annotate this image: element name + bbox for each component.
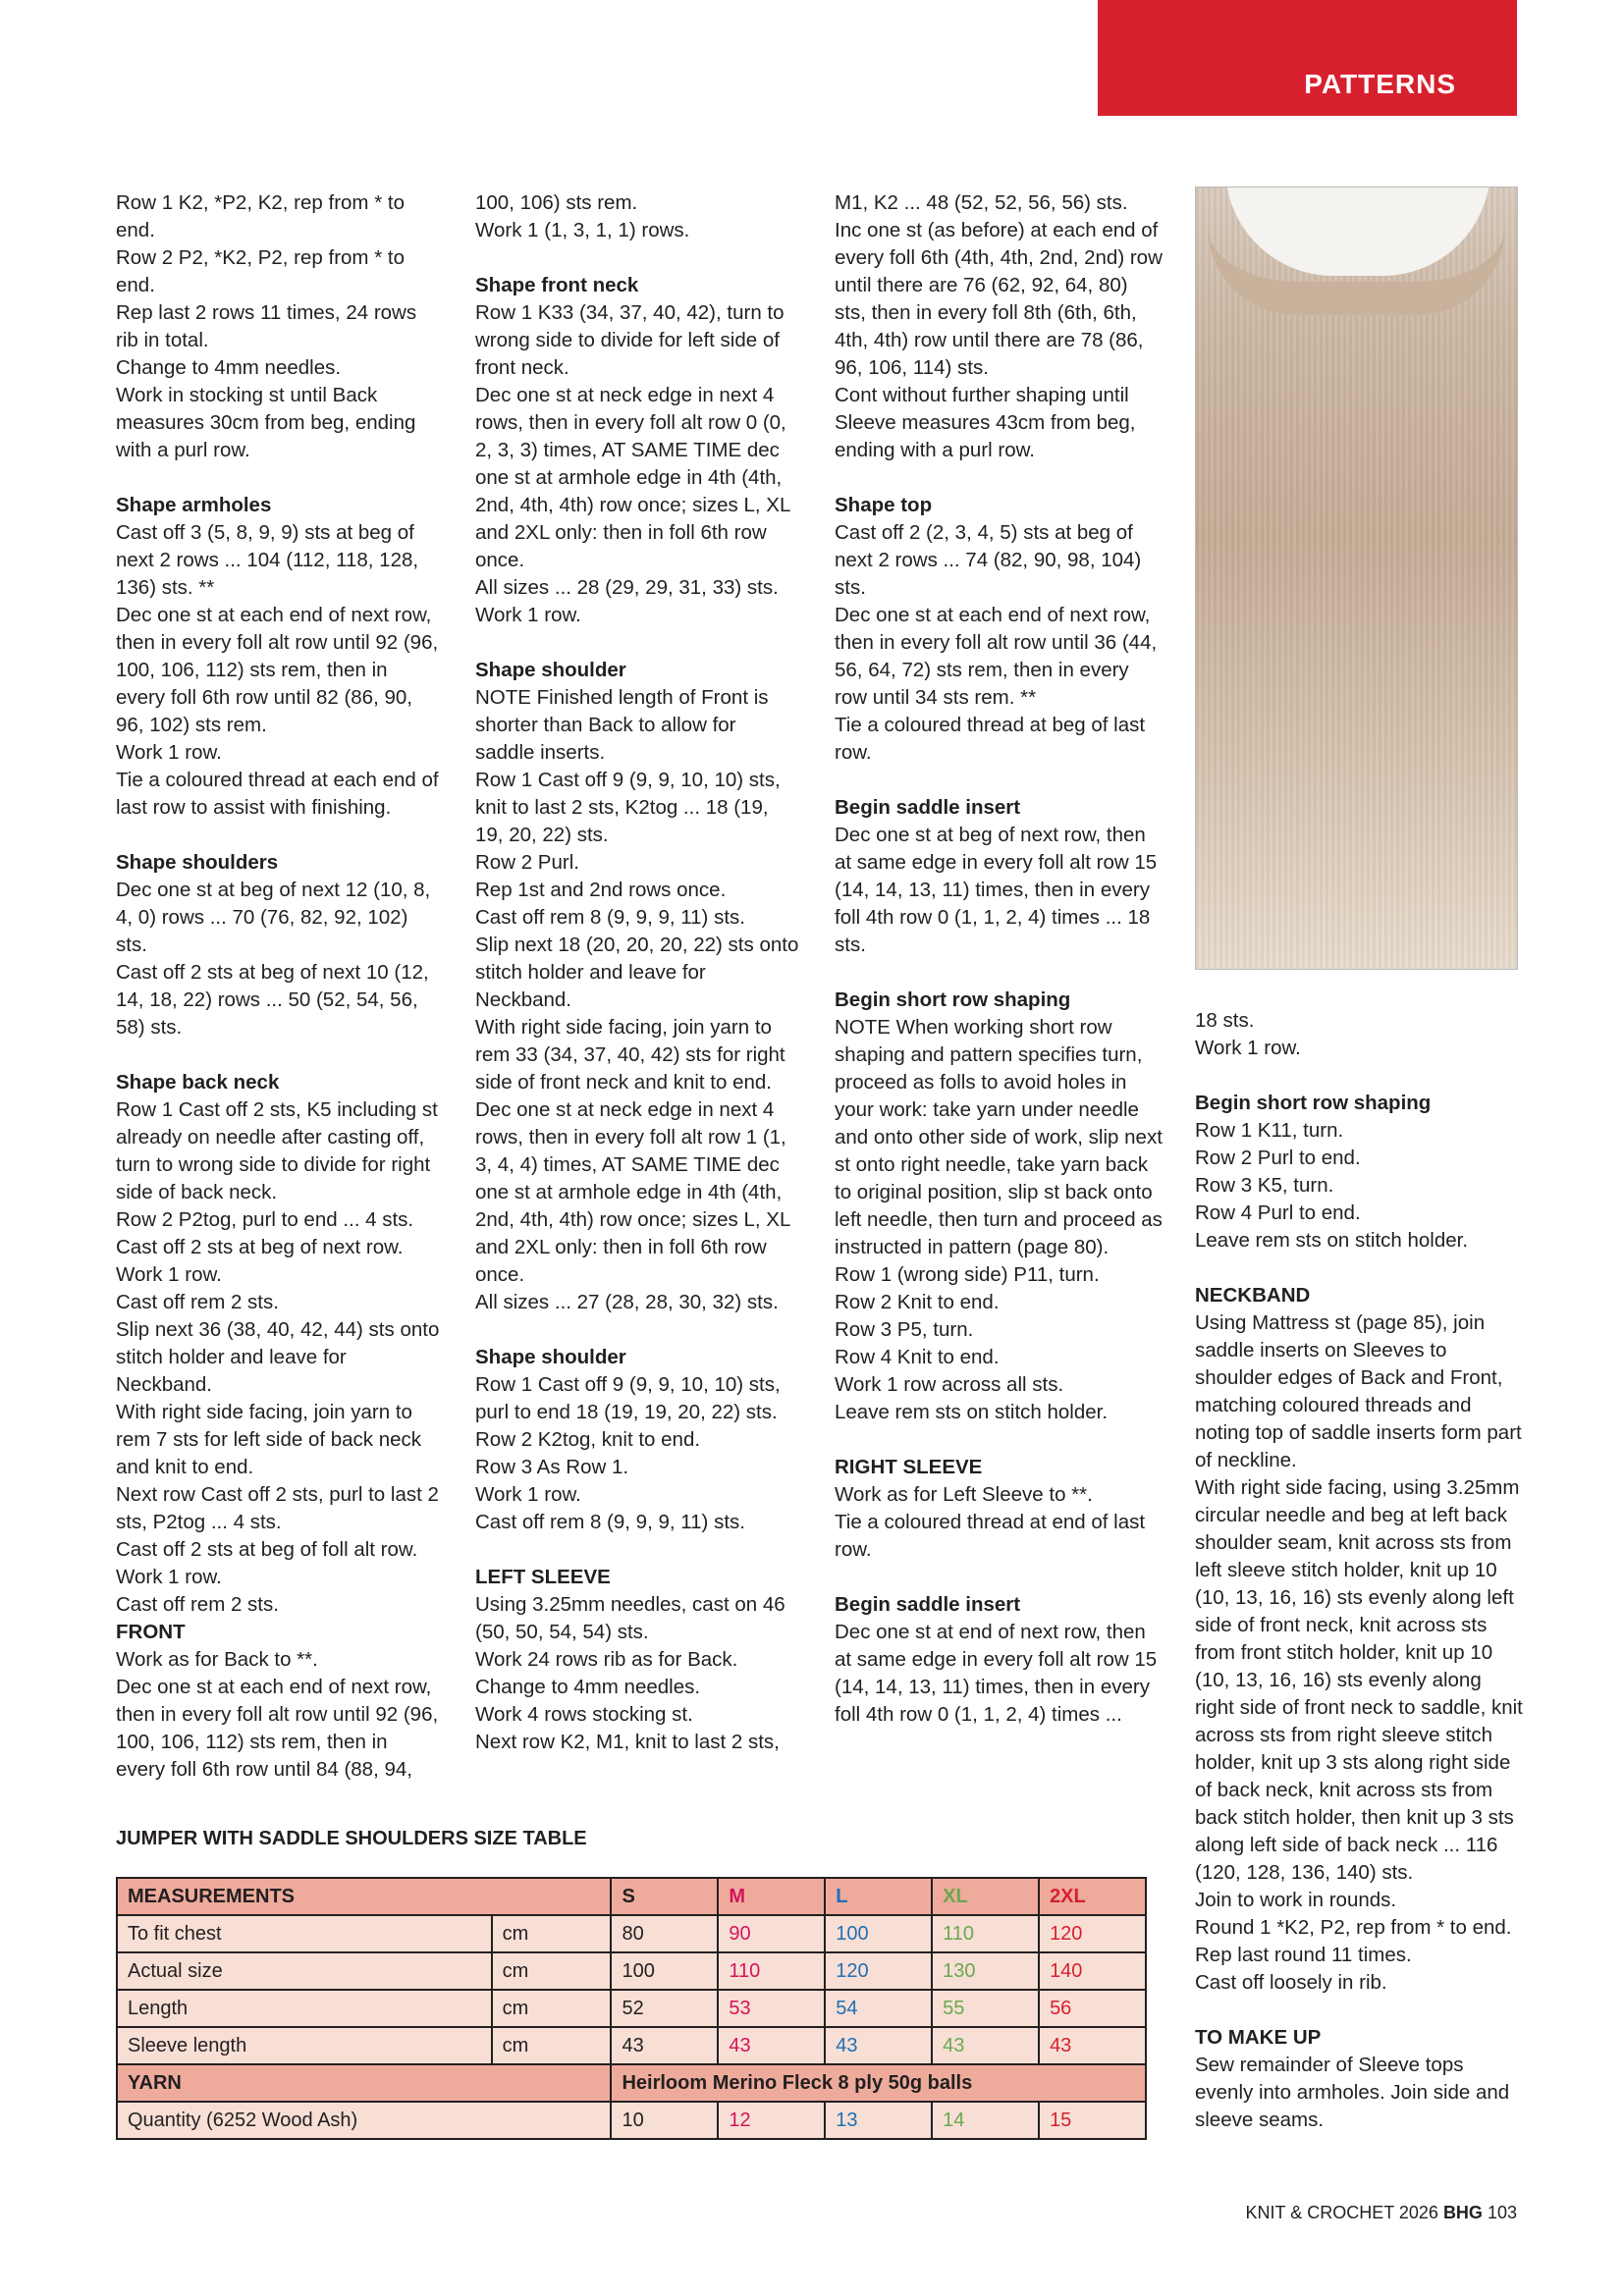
para: Next row Cast off 2 sts, purl to last 2 sts, P2tog ... 4 sts. <box>116 1483 439 1533</box>
para: With right side facing, join yarn to rem 33 (34, 37, 40, 42) sts for right side of front neck and knit to end. <box>475 1016 785 1094</box>
para: Work 1 row. <box>475 1483 581 1506</box>
para: Row 1 K11, turn. <box>1195 1119 1344 1142</box>
para: Row 3 P5, turn. <box>835 1318 974 1341</box>
para: Slip next 36 (38, 40, 42, 44) sts onto stitch holder and leave for Neckband. <box>116 1318 440 1396</box>
para: Tie a coloured thread at end of last row. <box>835 1511 1146 1561</box>
cell: cm <box>492 1915 612 1952</box>
heading: TO MAKE UP <box>1195 2026 1322 2049</box>
para: Rep last round 11 times. <box>1195 1944 1412 1966</box>
heading: Begin short row shaping <box>1195 1092 1432 1114</box>
para: Cast off rem 8 (9, 9, 9, 11) sts. <box>475 1511 745 1533</box>
para: Work 1 row across all sts. <box>835 1373 1064 1396</box>
cell: Length <box>117 1990 492 2027</box>
para: Row 4 Knit to end. <box>835 1346 1000 1368</box>
para: Row 3 K5, turn. <box>1195 1174 1334 1197</box>
magazine-title: KNIT & CROCHET 2026 <box>1245 2203 1438 2222</box>
para: Row 1 (wrong side) P11, turn. <box>835 1263 1100 1286</box>
cell: 90 <box>718 1915 825 1952</box>
para: Inc one st (as before) at each end of every foll 6th (4th, 4th, 2nd, 2nd) row until there are 76 (62, 92, 64, 80) sts, then in every foll 8th (6th, 6th, 4th, 4th) row until there are 78 (86, 96, 106, 114) sts. <box>835 219 1163 379</box>
cell: 100 <box>825 1915 932 1952</box>
yarn-label: YARN <box>117 2064 611 2102</box>
para: With right side facing, join yarn to rem 7 sts for left side of back neck and knit to end. <box>116 1401 422 1478</box>
para: NOTE When working short row shaping and pattern specifies turn, proceed as folls to avoid holes in your work: take yarn under needle and onto other side of work, slip next st onto right needle, take yarn back to original position, slip st back onto left needle, then turn and proceed as instructed in pattern (page 80). <box>835 1016 1163 1258</box>
cell: 13 <box>825 2102 932 2139</box>
para: Join to work in rounds. <box>1195 1889 1397 1911</box>
para: Row 4 Purl to end. <box>1195 1201 1361 1224</box>
yarn-value: Heirloom Merino Fleck 8 ply 50g balls <box>611 2064 1146 2102</box>
para: Work 1 (1, 3, 1, 1) rows. <box>475 219 690 241</box>
cell: 140 <box>1039 1952 1146 1990</box>
para: Sew remainder of Sleeve tops evenly into armholes. Join side and sleeve seams. <box>1195 2054 1510 2131</box>
heading: Begin saddle insert <box>835 796 1021 819</box>
para: Cast off 2 (2, 3, 4, 5) sts at beg of next 2 rows ... 74 (82, 90, 98, 104) sts. <box>835 521 1142 599</box>
header-cell: L <box>825 1878 932 1915</box>
para: Change to 4mm needles. <box>475 1676 701 1698</box>
para: Rep last 2 rows 11 times, 24 rows rib in total. <box>116 301 417 351</box>
para: Row 1 K33 (34, 37, 40, 42), turn to wrong side to divide for left side of front neck. <box>475 301 785 379</box>
heading: Shape armholes <box>116 494 272 516</box>
cell: 80 <box>611 1915 718 1952</box>
table-row <box>117 2027 1146 2064</box>
heading: Shape top <box>835 494 933 516</box>
para: Row 1 K2, *P2, K2, rep from * to end. <box>116 191 405 241</box>
para: Leave rem sts on stitch holder. <box>835 1401 1109 1423</box>
cell: 43 <box>718 2027 825 2064</box>
size-table <box>116 1877 1147 2140</box>
heading: RIGHT SLEEVE <box>835 1456 983 1478</box>
cell: 56 <box>1039 1990 1146 2027</box>
page-footer <box>1246 2203 1517 2223</box>
header-cell: S <box>611 1878 718 1915</box>
heading: Shape back neck <box>116 1071 280 1094</box>
para: Dec one st at beg of next 12 (10, 8, 4, 0) rows ... 70 (76, 82, 92, 102) sts. <box>116 879 431 956</box>
column-4 <box>1195 1007 1524 2134</box>
para: Rep 1st and 2nd rows once. <box>475 879 727 901</box>
header-cell: M <box>718 1878 825 1915</box>
para: Work 1 row. <box>116 1263 222 1286</box>
cell: Actual size <box>117 1952 492 1990</box>
para: Round 1 *K2, P2, rep from * to end. <box>1195 1916 1512 1939</box>
para: Work in stocking st until Back measures 30cm from beg, ending with a purl row. <box>116 384 416 461</box>
para: Row 1 Cast off 9 (9, 9, 10, 10) sts, knit to last 2 sts, K2tog ... 18 (19, 19, 20, 22) sts. <box>475 769 781 846</box>
heading: FRONT <box>116 1621 186 1643</box>
table-row <box>117 1990 1146 2027</box>
cell: 100 <box>611 1952 718 1990</box>
para: Dec one st at neck edge in next 4 rows, then in every foll alt row 1 (1, 3, 4, 4) times, AT SAME TIME dec one st at armhole edge in 4th (4th, 2nd, 4th, 4th) row once; sizes L, XL and 2XL only: then in foll 6th row once. <box>475 1098 790 1286</box>
sweater-photo <box>1195 187 1518 970</box>
header-cell: 2XL <box>1039 1878 1146 1915</box>
para: M1, K2 ... 48 (52, 52, 56, 56) sts. <box>835 191 1128 214</box>
column-2 <box>475 189 799 1756</box>
para: Next row K2, M1, knit to last 2 sts, <box>475 1731 780 1753</box>
para: Cast off loosely in rib. <box>1195 1971 1387 1994</box>
cell: cm <box>492 1990 612 2027</box>
para: All sizes ... 28 (29, 29, 31, 33) sts. <box>475 576 779 599</box>
para: Dec one st at each end of next row, then in every foll alt row until 36 (44, 56, 64, 72) sts rem, then in every row until 34 sts rem. ** <box>835 604 1158 709</box>
para: Cont without further shaping until Sleeve measures 43cm from beg, ending with a purl row. <box>835 384 1136 461</box>
para: Tie a coloured thread at each end of last row to assist with finishing. <box>116 769 439 819</box>
para: Work 1 row. <box>116 741 222 764</box>
para: Cast off rem 8 (9, 9, 9, 11) sts. <box>475 906 745 929</box>
cell: 120 <box>1039 1915 1146 1952</box>
para: Row 2 K2tog, knit to end. <box>475 1428 701 1451</box>
para: Cast off 2 sts at beg of next 10 (12, 14, 18, 22) rows ... 50 (52, 54, 56, 58) sts. <box>116 961 429 1039</box>
section-tab <box>1098 0 1517 116</box>
para: Row 2 Purl to end. <box>1195 1147 1361 1169</box>
header-cell: MEASUREMENTS <box>117 1878 611 1915</box>
cell: 43 <box>1039 2027 1146 2064</box>
para: 18 sts. <box>1195 1009 1255 1032</box>
quantity-row <box>117 2102 1146 2139</box>
para: Dec one st at beg of next row, then at same edge in every foll alt row 15 (14, 14, 13, 11) times, then in every foll 4th row 0 (1, 1, 2, 4) times ... 18 sts. <box>835 824 1158 956</box>
brand: BHG <box>1442 2203 1483 2222</box>
heading: Shape shoulder <box>475 1346 626 1368</box>
cell: 53 <box>718 1990 825 2027</box>
para: Work 1 row. <box>475 604 581 626</box>
heading: Shape front neck <box>475 274 639 296</box>
cell: 52 <box>611 1990 718 2027</box>
para: Row 2 Knit to end. <box>835 1291 1000 1313</box>
para: Work 1 row. <box>1195 1037 1301 1059</box>
table-row <box>117 1952 1146 1990</box>
para: Change to 4mm needles. <box>116 356 342 379</box>
neck-rib <box>1208 227 1505 315</box>
para: Work 24 rows rib as for Back. <box>475 1648 738 1671</box>
heading: LEFT SLEEVE <box>475 1566 611 1588</box>
heading: NECKBAND <box>1195 1284 1311 1307</box>
para: Row 1 Cast off 2 sts, K5 including st already on needle after casting off, turn to wrong side to divide for right side of back neck. <box>116 1098 438 1203</box>
para: Row 1 Cast off 9 (9, 9, 10, 10) sts, purl to end 18 (19, 19, 20, 22) sts. <box>475 1373 781 1423</box>
cell: 43 <box>611 2027 718 2064</box>
para: Dec one st at end of next row, then at same edge in every foll alt row 15 (14, 14, 13, 11) times, then in every foll 4th row 0 (1, 1, 2, 4) times ... <box>835 1621 1158 1726</box>
para: Dec one st at each end of next row, then in every foll alt row until 92 (96, 100, 106, 112) sts rem, then in every foll 6th row until 84 (88, 94, <box>116 1676 439 1781</box>
para: Slip next 18 (20, 20, 20, 22) sts onto stitch holder and leave for Neckband. <box>475 934 799 1011</box>
cell: 10 <box>611 2102 718 2139</box>
heading: Shape shoulders <box>116 851 279 874</box>
page-number: 103 <box>1487 2203 1517 2222</box>
cell: To fit chest <box>117 1915 492 1952</box>
para: Using 3.25mm needles, cast on 46 (50, 50, 54, 54) sts. <box>475 1593 785 1643</box>
para: Row 2 Purl. <box>475 851 579 874</box>
para: 100, 106) sts rem. <box>475 191 638 214</box>
cell: Quantity (6252 Wood Ash) <box>117 2102 611 2139</box>
para: Work 4 rows stocking st. <box>475 1703 693 1726</box>
para: Row 2 P2, *K2, P2, rep from * to end. <box>116 246 405 296</box>
para: Using Mattress st (page 85), join saddle inserts on Sleeves to shoulder edges of Back and Front, matching coloured threads and noting top of saddle inserts form part of neckline. <box>1195 1311 1522 1471</box>
column-3 <box>835 189 1164 1729</box>
header-cell: XL <box>932 1878 1039 1915</box>
cell: 14 <box>932 2102 1039 2139</box>
cell: 15 <box>1039 2102 1146 2139</box>
para: Cast off rem 2 sts. <box>116 1593 279 1616</box>
heading: Begin short row shaping <box>835 988 1071 1011</box>
para: With right side facing, using 3.25mm circular needle and beg at left back shoulder seam, knit across sts from left sleeve stitch holder, knit up 10 (10, 13, 16, 16) sts evenly along left side of front neck, knit across sts from front stitch holder, knit up 10 (10, 13, 16, 16) sts evenly along right side of front neck to saddle, knit across sts from right sleeve stitch holder, knit up 3 sts along right side of back neck, knit across sts from back stitch holder, then knit up 3 sts along left side of back neck ... 116 (120, 128, 136, 140) sts. <box>1195 1476 1523 1884</box>
para: Cast off 3 (5, 8, 9, 9) sts at beg of next 2 rows ... 104 (112, 118, 128, 136) sts. ** <box>116 521 419 599</box>
para: Work as for Left Sleeve to **. <box>835 1483 1093 1506</box>
cell: 110 <box>932 1915 1039 1952</box>
para: Row 2 P2tog, purl to end ... 4 sts. <box>116 1208 414 1231</box>
cell: 120 <box>825 1952 932 1990</box>
table-row <box>117 1915 1146 1952</box>
para: NOTE Finished length of Front is shorter than Back to allow for saddle inserts. <box>475 686 769 764</box>
cell: 12 <box>718 2102 825 2139</box>
yarn-row <box>117 2064 1146 2102</box>
column-1 <box>116 189 440 1784</box>
cell: 43 <box>932 2027 1039 2064</box>
table-header-row <box>117 1878 1146 1915</box>
para: Cast off rem 2 sts. <box>116 1291 279 1313</box>
cell: 130 <box>932 1952 1039 1990</box>
para: Row 3 As Row 1. <box>475 1456 629 1478</box>
para: Tie a coloured thread at beg of last row. <box>835 714 1146 764</box>
cell: 54 <box>825 1990 932 2027</box>
cell: cm <box>492 1952 612 1990</box>
heading: Shape shoulder <box>475 659 626 681</box>
para: Cast off 2 sts at beg of next row. <box>116 1236 404 1258</box>
cell: 110 <box>718 1952 825 1990</box>
para: Dec one st at neck edge in next 4 rows, then in every foll alt row 0 (0, 2, 3, 3) times, AT SAME TIME dec one st at armhole edge in 4th (4th, 2nd, 4th, 4th) row once; sizes L, XL and 2XL only: then in foll 6th row once. <box>475 384 790 571</box>
cell: 55 <box>932 1990 1039 2027</box>
section-label: PATTERNS <box>1304 69 1456 99</box>
cell: Sleeve length <box>117 2027 492 2064</box>
para: All sizes ... 27 (28, 28, 30, 32) sts. <box>475 1291 779 1313</box>
heading: Begin saddle insert <box>835 1593 1021 1616</box>
para: Work 1 row. <box>116 1566 222 1588</box>
para: Work as for Back to **. <box>116 1648 318 1671</box>
cell: cm <box>492 2027 612 2064</box>
para: Leave rem sts on stitch holder. <box>1195 1229 1469 1252</box>
para: Cast off 2 sts at beg of foll alt row. <box>116 1538 418 1561</box>
cell: 43 <box>825 2027 932 2064</box>
table-title: JUMPER WITH SADDLE SHOULDERS SIZE TABLE <box>116 1828 587 1849</box>
para: Dec one st at each end of next row, then in every foll alt row until 92 (96, 100, 106, 112) sts rem, then in every foll 6th row until 82 (86, 90, 96, 102) sts rem. <box>116 604 439 736</box>
